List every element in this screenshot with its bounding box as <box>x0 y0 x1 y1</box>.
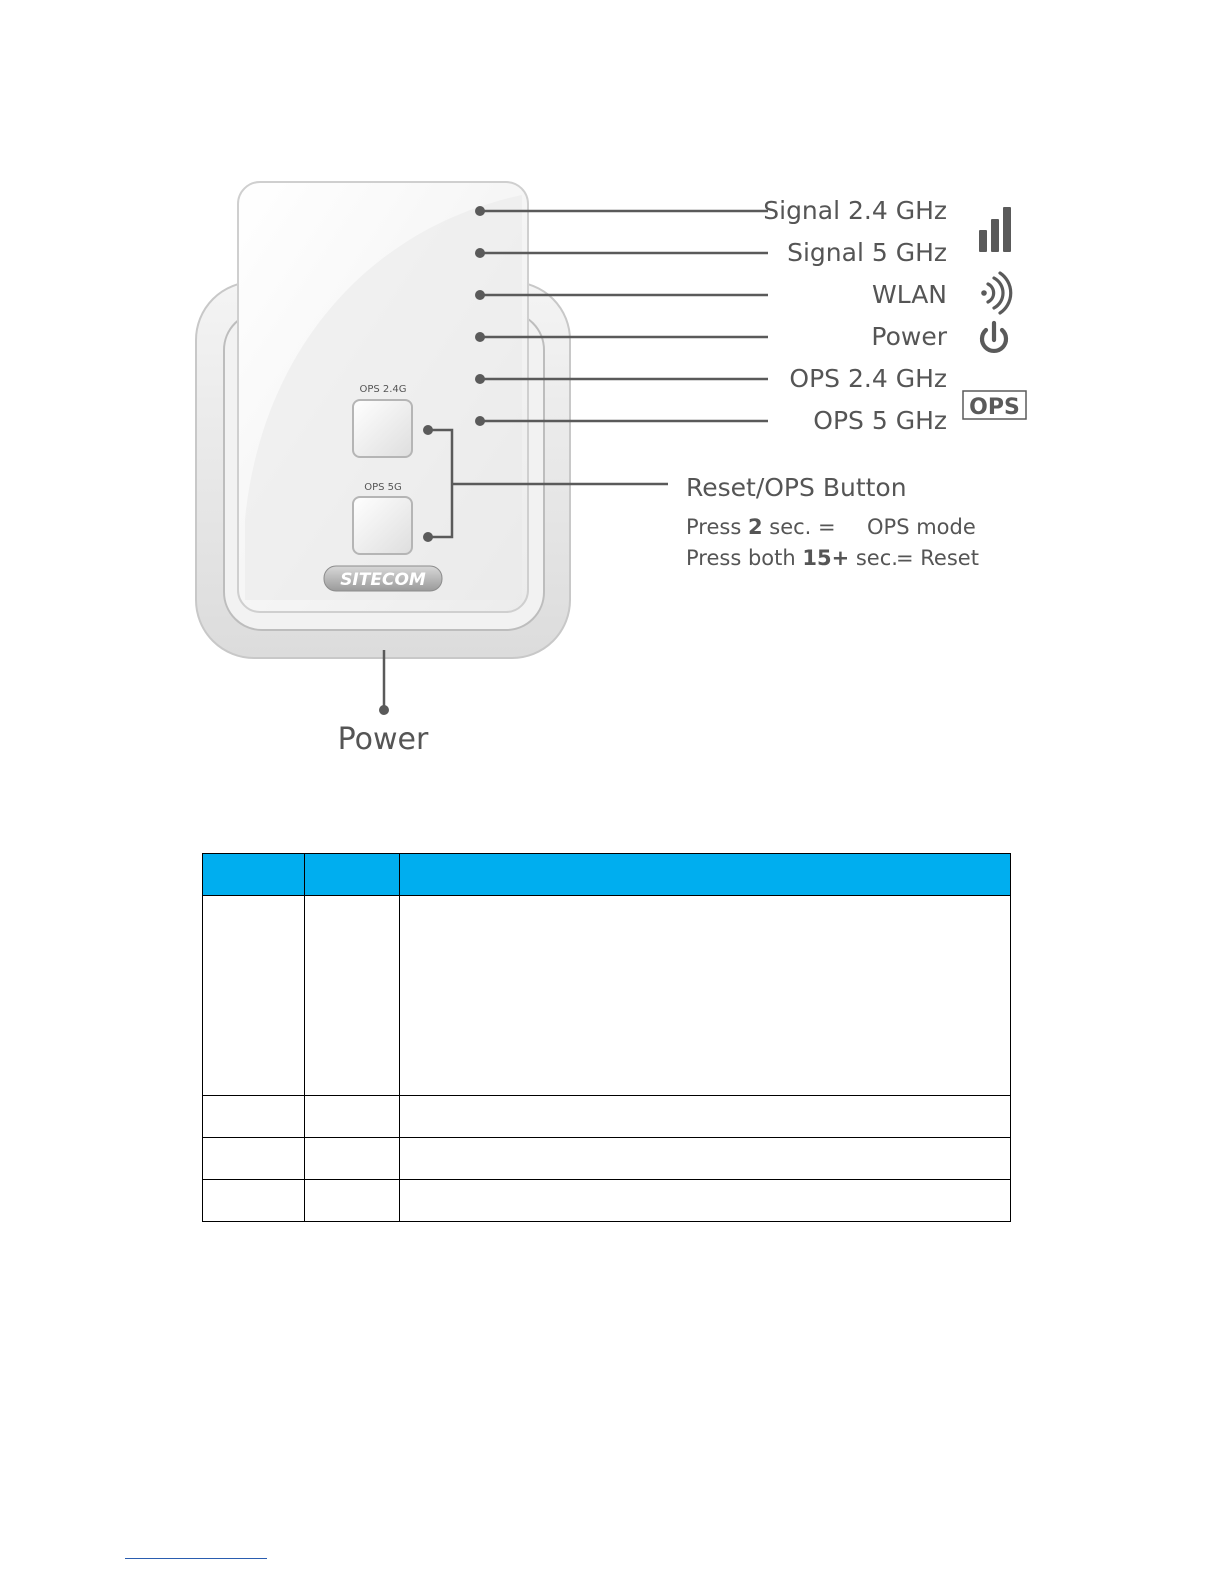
table-cell <box>305 1096 400 1138</box>
label-wlan: WLAN <box>871 280 947 309</box>
ops-24-button[interactable] <box>353 400 412 457</box>
table-cell <box>203 896 305 1096</box>
power-icon <box>982 323 1006 351</box>
ops-badge-text: OPS <box>969 395 1020 420</box>
ops-badge-icon <box>963 391 1026 420</box>
table-cell <box>400 1180 1011 1222</box>
led-signal-24 <box>475 206 485 216</box>
ops-5-button-label: OPS 5G <box>364 482 402 493</box>
table-row <box>203 1180 1011 1222</box>
wireless-wave-icon <box>981 273 1011 313</box>
table-cell <box>305 1138 400 1180</box>
table-cell <box>305 1180 400 1222</box>
led-labels <box>763 196 947 435</box>
table-row <box>203 1138 1011 1180</box>
table-cell <box>203 1180 305 1222</box>
reset-title: Reset/OPS Button <box>686 473 907 502</box>
press-line-2: Press both 15+ sec. <box>686 546 898 570</box>
ops-24-button-label: OPS 2.4G <box>359 384 407 395</box>
table-cell <box>203 1138 305 1180</box>
table-cell <box>203 1096 305 1138</box>
spec-table <box>202 853 1011 1222</box>
press-line-2-result: = Reset <box>896 546 979 570</box>
led-wlan <box>475 290 485 300</box>
signal-bars-icon <box>979 207 1011 252</box>
label-signal-24: Signal 2.4 GHz <box>763 196 947 225</box>
table-row <box>203 1096 1011 1138</box>
table-cell <box>400 1138 1011 1180</box>
press-line-1-result: OPS mode <box>867 515 976 539</box>
led-ops-24 <box>475 374 485 384</box>
led-signal-5 <box>475 248 485 258</box>
label-signal-5: Signal 5 GHz <box>787 238 947 267</box>
header-cell-1 <box>203 854 305 896</box>
table-header-row <box>203 854 1011 896</box>
sitecom-logo: SITECOM <box>340 570 426 590</box>
table-cell <box>400 1096 1011 1138</box>
table-cell <box>400 896 1011 1096</box>
label-ops-5: OPS 5 GHz <box>813 406 947 435</box>
header-cell-2 <box>305 854 400 896</box>
footnote-rule <box>125 1558 267 1559</box>
press-line-1: Press 2 sec. = <box>686 515 836 539</box>
led-power <box>475 332 485 342</box>
ops-5-button[interactable] <box>353 497 412 554</box>
label-ops-24: OPS 2.4 GHz <box>789 364 947 393</box>
power-port-label: Power <box>337 722 429 757</box>
power-port-dot <box>379 705 389 715</box>
table-cell <box>305 896 400 1096</box>
label-power: Power <box>871 322 947 351</box>
header-cell-3 <box>400 854 1011 896</box>
led-ops-5 <box>475 416 485 426</box>
table-row <box>203 896 1011 1096</box>
